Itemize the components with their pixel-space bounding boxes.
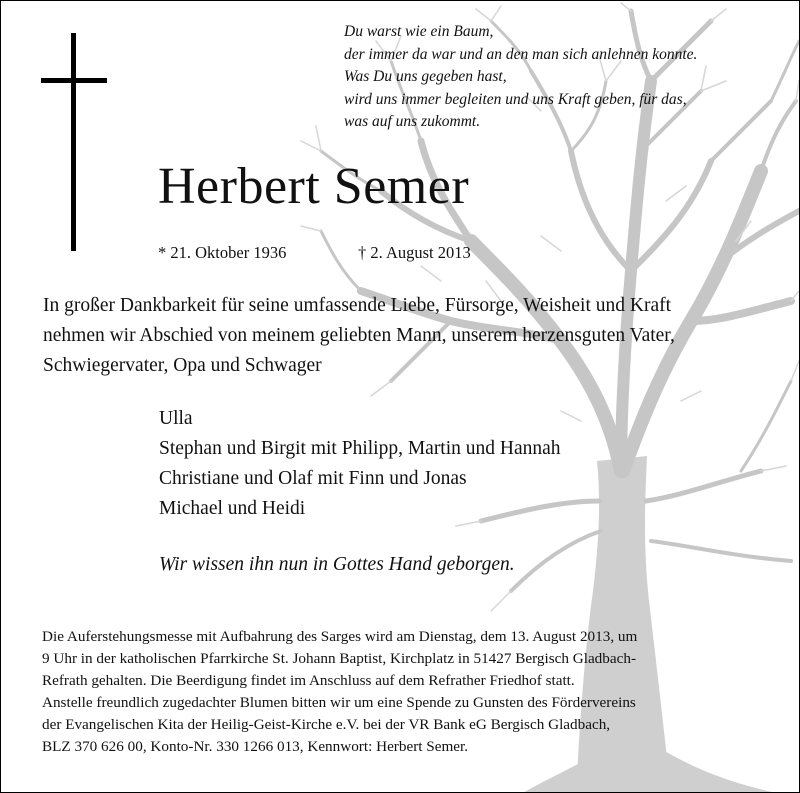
- motto-line: Wir wissen ihn nun in Gottes Hand geborgen.: [159, 554, 515, 575]
- notice-line: Die Auferstehungsmesse mit Aufbahrung des Sarges wird am Dienstag, dem 13. August 2013, um: [42, 628, 638, 645]
- poem-line: wird uns immer begleiten und uns Kraft geben, für das,: [344, 90, 687, 108]
- family-member: Ulla: [159, 408, 193, 429]
- intro-line: nehmen wir Abschied von meinem geliebten Mann, unserem herzensguten Vater,: [43, 325, 675, 346]
- poem-line: Was Du uns gegeben hast,: [344, 68, 507, 85]
- family-member: Stephan und Birgit mit Philipp, Martin und Hannah: [159, 438, 561, 459]
- birth-date: * 21. Oktober 1936: [158, 243, 287, 262]
- intro-text: [43, 291, 763, 381]
- family-member: Michael und Heidi: [159, 498, 306, 519]
- notice-line: BLZ 370 626 00, Konto-Nr. 330 1266 013, Kennwort: Herbert Semer.: [42, 738, 469, 755]
- family-member: Christiane und Olaf mit Finn und Jonas: [159, 468, 467, 489]
- death-date: † 2. August 2013: [358, 243, 471, 262]
- notice-line: Anstelle freundlich zugedachter Blumen bitten wir um eine Spende zu Gunsten des Fördervereins: [42, 694, 636, 711]
- deceased-name: Herbert Semer: [158, 158, 470, 215]
- poem-line: Du warst wie ein Baum,: [344, 23, 494, 40]
- notice-line: Refrath gehalten. Die Beerdigung findet im Anschluss auf dem Refrather Friedhof statt.: [42, 672, 575, 689]
- notice-line: der Evangelischen Kita der Heilig-Geist-Kirche e.V. bei der VR Bank eG Bergisch Gladbach,: [42, 716, 611, 733]
- poem-verse: [344, 21, 697, 134]
- notice-line: 9 Uhr in der katholischen Pfarrkirche St. Johann Baptist, Kirchplatz in 51427 Bergisch Gladbach-: [42, 650, 637, 667]
- poem-line: der immer da war und an den man sich anlehnen konnte.: [344, 45, 698, 63]
- intro-line: Schwiegervater, Opa und Schwager: [43, 355, 322, 376]
- cross-symbol: [41, 33, 107, 251]
- intro-line: In großer Dankbarkeit für seine umfassende Liebe, Fürsorge, Weisheit und Kraft: [43, 295, 672, 316]
- family-list: [159, 404, 561, 524]
- poem-line: was auf uns zukommt.: [344, 113, 481, 130]
- funeral-notice: [42, 626, 767, 758]
